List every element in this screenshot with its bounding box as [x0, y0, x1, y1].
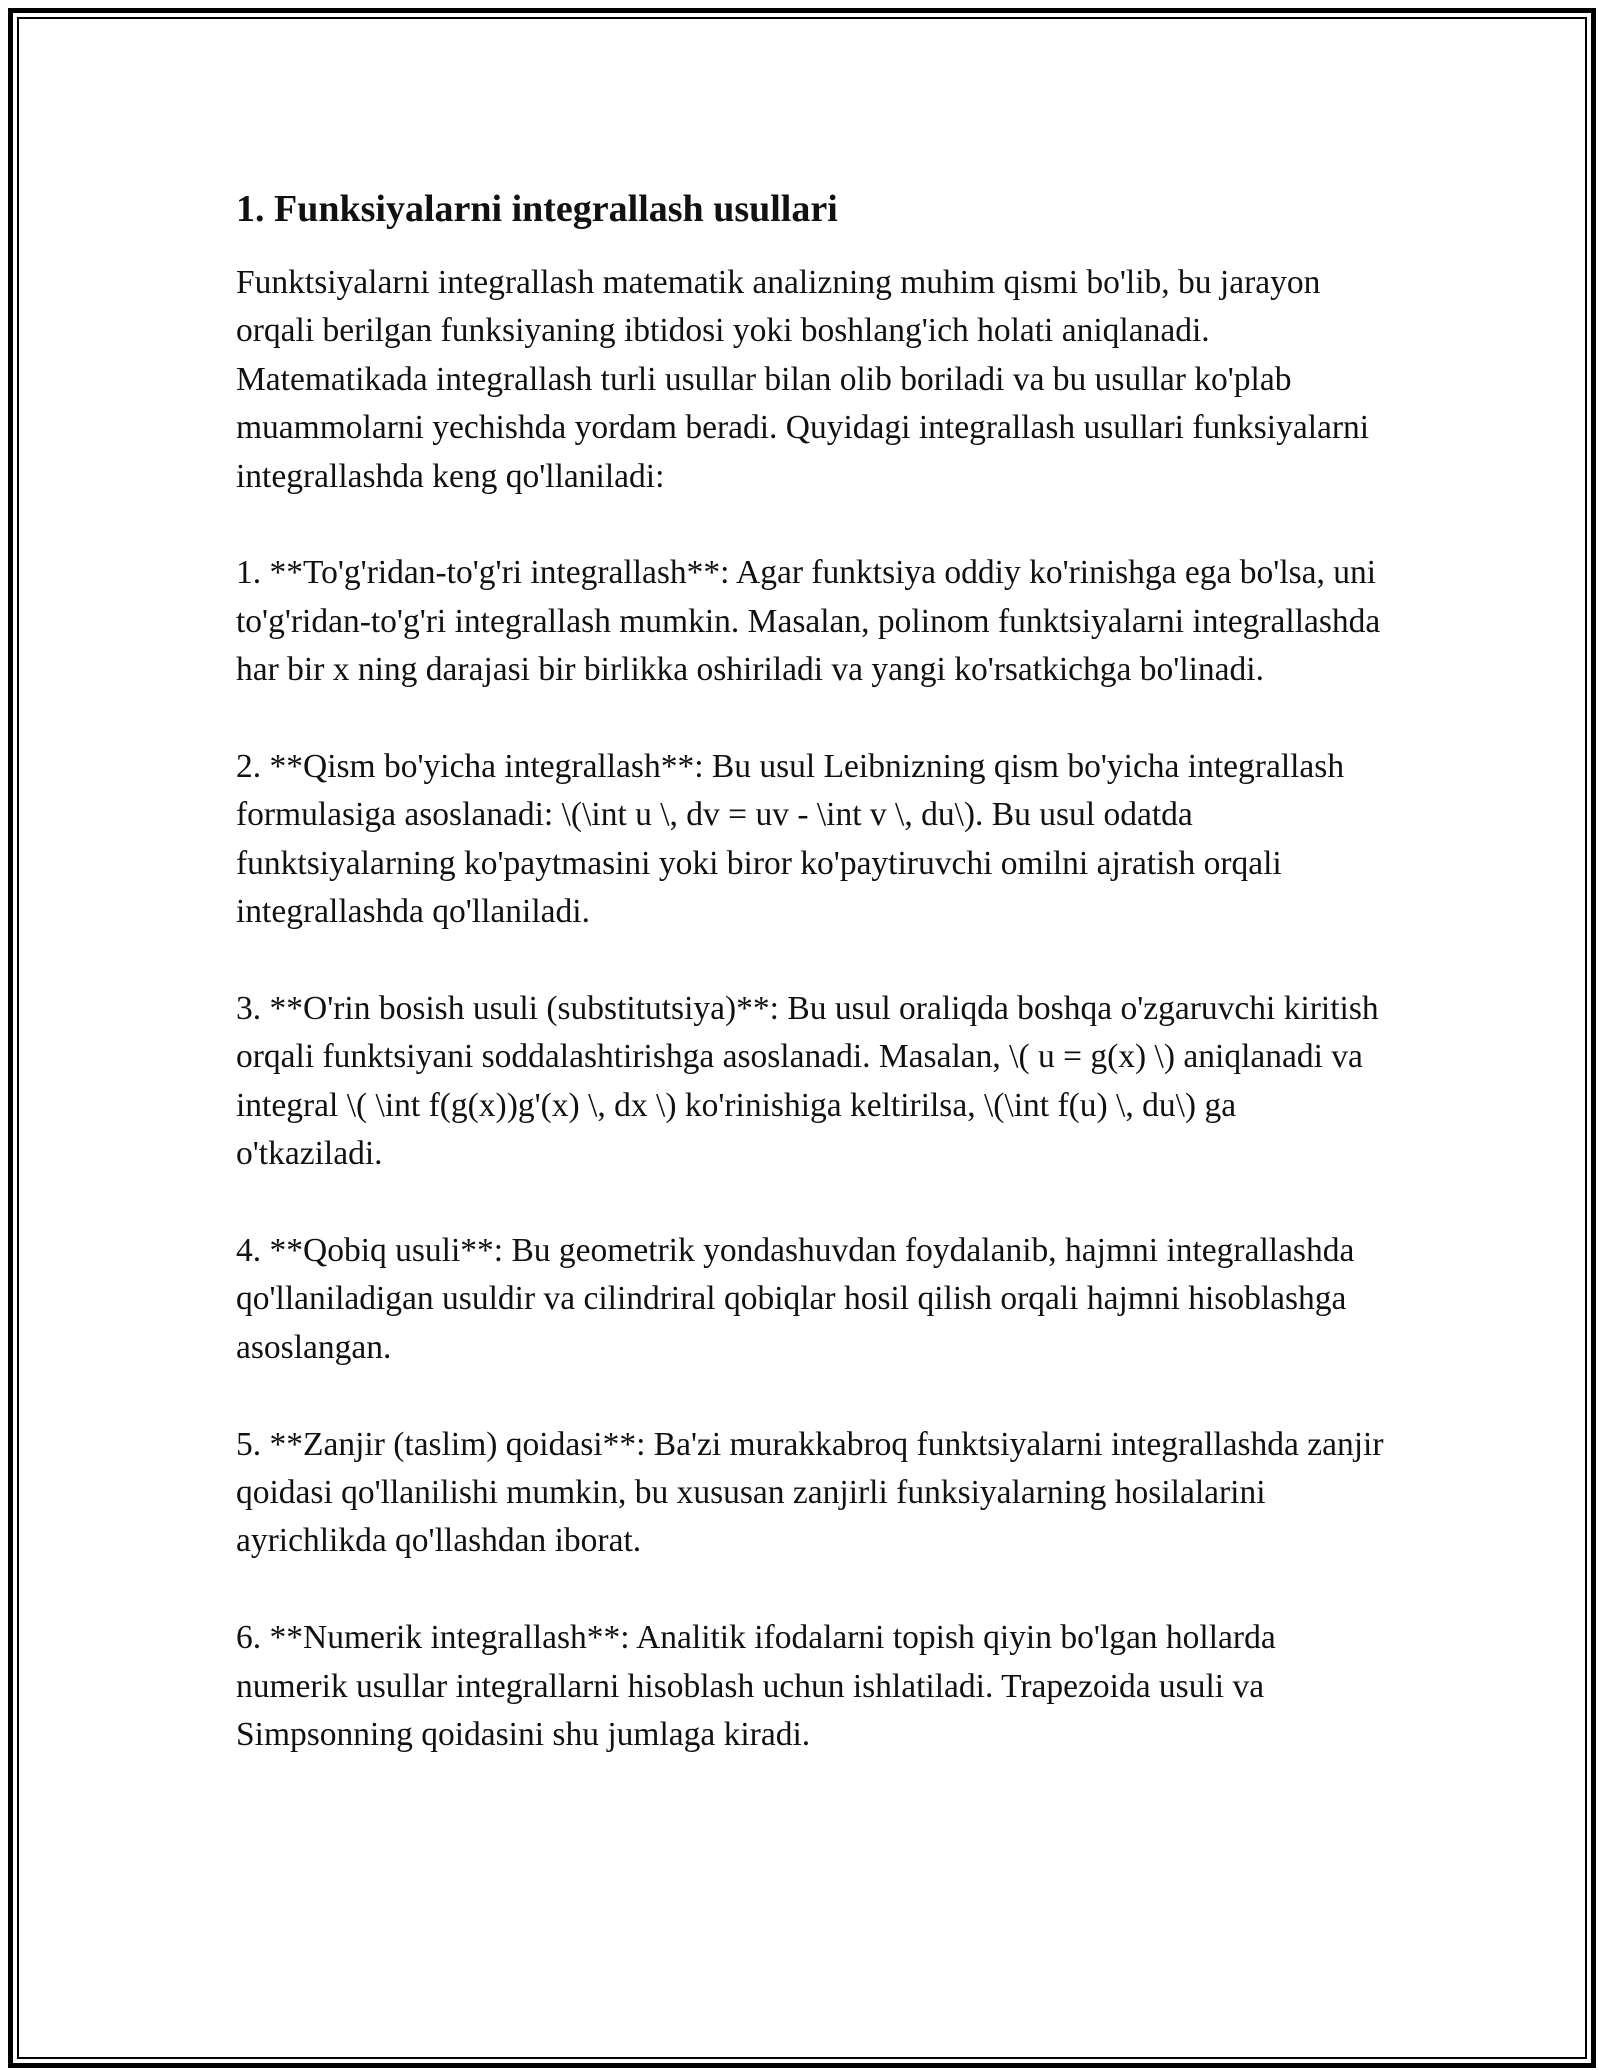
method-3-paragraph: 3. **O'rin bosish usuli (substitutsiya)**: Bu usul oraliqda boshqa o'zgaruvchi kiritish orqali funktsiyani soddalashtirishga asoslanadi. Masalan, \( u = g(x) \) aniqlanadi va integral \( \int f(g(x))g'(x) \, dx \) ko'rinishiga keltirilsa, \(\int f(u) \, du\) ga o'tkaziladi.	[236, 990, 1379, 1173]
method-2-paragraph: 2. **Qism bo'yicha integrallash**: Bu usul Leibnizning qism bo'yicha integrallash formulasiga asoslanadi: \(\int u \, dv = uv - \int v \, du\). Bu usul odatda funktsiyalarning ko'paytmasini yoki biror ko'paytiruvchi omilni ajratish orqali integrallashda qo'llaniladi.	[236, 748, 1345, 931]
intro-paragraph: Funktsiyalarni integrallash matematik analizning muhim qismi bo'lib, bu jarayon orqali berilgan funksiyaning ibtidosi yoki boshlang'ich holati aniqlanadi. Matematikada integrallash turli usullar bilan olib boriladi va bu usullar ko'plab muammolarni yechishda yordam beradi. Quyidagi integrallash usullari funksiyalarni integrallashda keng qo'llaniladi:	[236, 264, 1370, 495]
method-4-paragraph: 4. **Qobiq usuli**: Bu geometrik yondashuvdan foydalanib, hajmni integrallashda qo'llaniladigan usuldir va cilindriral qobiqlar hosil qilish orqali hajmni hisoblashga asoslangan.	[236, 1232, 1355, 1366]
method-1-paragraph: 1. **To'g'ridan-to'g'ri integrallash**: Agar funktsiya oddiy ko'rinishga ega bo'lsa, uni to'g'ridan-to'g'ri integrallash mumkin. Masalan, polinom funktsiyalarni integrallashda har bir x ning darajasi bir birlikka oshiriladi va yangi ko'rsatkichga bo'linadi.	[236, 554, 1381, 689]
document-title: 1. Funksiyalarni integrallash usullari	[236, 188, 838, 230]
method-6-paragraph: 6. **Numerik integrallash**: Analitik ifodalarni topish qiyin bo'lgan hollarda numerik usullar integrallarni hisoblash uchun ishlatiladi. Trapezoida usuli va Simpsonning qoidasini shu jumlaga kiradi.	[236, 1619, 1276, 1754]
method-5-paragraph: 5. **Zanjir (taslim) qoidasi**: Ba'zi murakkabroq funktsiyalarni integrallashda zanjir qoidasi qo'llanilishi mumkin, bu xususan zanjirli funksiyalarning hosilalarini ayrichlikda qo'llashdan iborat.	[236, 1425, 1384, 1560]
document-body	[236, 185, 1386, 1808]
